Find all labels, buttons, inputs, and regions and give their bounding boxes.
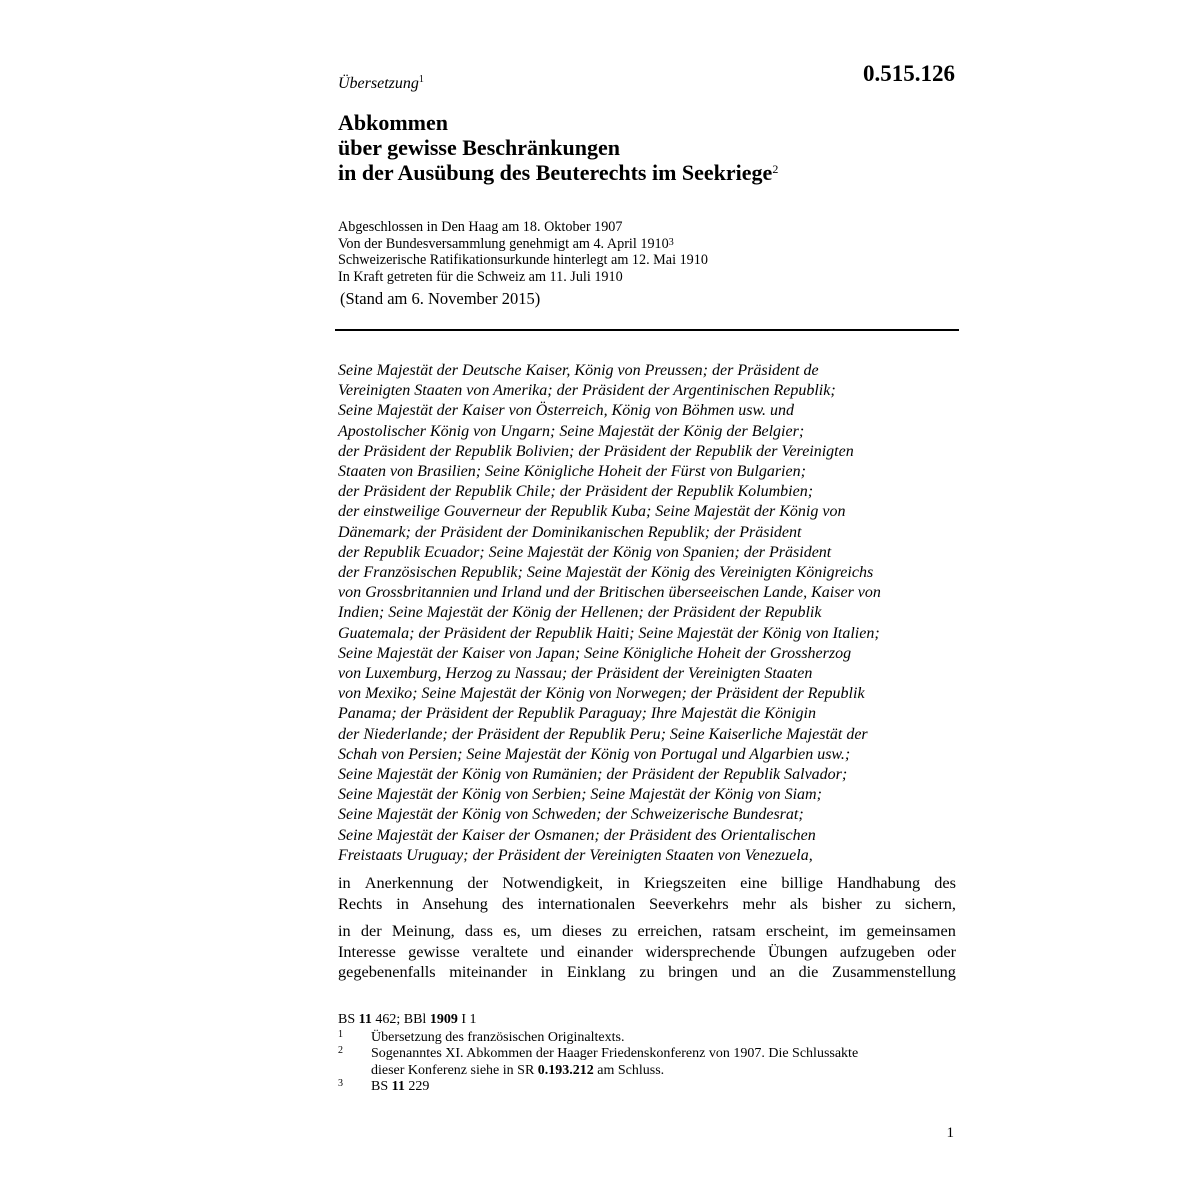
recital-1 [338, 873, 956, 914]
preamble-line: Staaten von Brasilien; Seine Königliche Hoheit der Fürst von Bulgarien; [338, 463, 806, 481]
preamble-line: Indien; Seine Majestät der König der Hellenen; der Präsident der Republik [338, 604, 822, 622]
preamble-line: der Republik Ecuador; Seine Majestät der König von Spanien; der Präsident [338, 543, 832, 561]
preamble-line: der Präsident der Republik Chile; der Präsident der Republik Kolumbien; [338, 483, 814, 501]
recital-line: gegebenenfalls miteinander in Einklang zu bringen und an die Zusammenstellung [338, 962, 956, 981]
header-divider [335, 329, 959, 331]
preamble-line: Seine Majestät der König von Serbien; Seine Majestät der König von Siam; [338, 786, 822, 804]
sr-number: 0.515.126 [863, 61, 955, 86]
page-number: 1 [946, 1125, 954, 1141]
preamble-parties [338, 361, 881, 866]
document-title [338, 110, 778, 185]
preamble-line: der einstweilige Gouverneur der Republik Kuba; Seine Majestät der König von [338, 503, 846, 521]
preamble-line: Apostolischer König von Ungarn; Seine Majestät der König der Belgier; [338, 422, 805, 440]
footnote-text: Sogenanntes XI. Abkommen der Haager Friedenskonferenz von 1907. Die Schlussakte dieser Konferenz siehe in SR 0.193.212 am Schluss. [371, 1046, 859, 1078]
recital-line: Rechts in Ansehung des internationalen Seeverkehrs mehr als bisher zu sichern, [338, 893, 956, 913]
sr-link[interactable]: 0.193.212 [537, 1062, 594, 1078]
preamble-line: Seine Majestät der König von Schweden; der Schweizerische Bundesrat; [338, 806, 804, 824]
preamble-line: Schah von Persien; Seine Majestät der König von Portugal und Algarbien usw.; [338, 745, 851, 763]
preamble-line: Panama; der Präsident der Republik Paraguay; Ihre Majestät die Königin [338, 705, 816, 723]
translation-label: Übersetzung$^1$ [338, 74, 424, 92]
preamble-line: der Niederlande; der Präsident der Republik Peru; Seine Kaiserliche Majestät der [338, 725, 868, 743]
footnote-1 [338, 1030, 858, 1046]
recital-line: in der Meinung, dass es, um dieses zu erreichen, ratsam erscheint, im gemeinsamen [338, 921, 956, 940]
preamble-line: Seine Majestät der Deutsche Kaiser, König von Preussen; der Präsident de [338, 362, 819, 379]
footnote-3 [338, 1079, 858, 1095]
title-line: Abkommen [338, 110, 449, 135]
footnote-number: 2 [338, 1045, 343, 1057]
preamble-line: Freistaats Uruguay; der Präsident der Vereinigten Staaten von Venezuela, [338, 846, 813, 864]
preamble-line: Seine Majestät der Kaiser der Osmanen; der Präsident des Orientalischen [338, 826, 816, 844]
footnotes [338, 1012, 858, 1095]
footnote-ref-3[interactable]: 3 [668, 236, 674, 248]
ratification-date: Schweizerische Ratifikationsurkunde hinterlegt am 12. Mai 1910 [338, 252, 708, 268]
footnote-text: Übersetzung des französischen Originaltexts. [371, 1030, 625, 1046]
preamble-line: Seine Majestät der Kaiser von Österreich, König von Böhmen usw. und [338, 402, 794, 420]
status-date: (Stand am 6. November 2015) [340, 289, 541, 308]
preamble-line: der Präsident der Republik Bolivien; der Präsident der Republik der Vereinigten [338, 442, 854, 460]
footnote-number: 1 [338, 1029, 343, 1041]
footnote-ref-2[interactable]: 2 [772, 162, 779, 176]
concluded-date: Abgeschlossen in Den Haag am 18. Oktober 1907 [338, 219, 623, 235]
preamble-line: Vereinigten Staaten von Amerika; der Präsident der Argentinischen Republik; [338, 382, 836, 400]
title-line: über gewisse Beschränkungen [338, 135, 620, 160]
preamble-line: von Grossbritannien und Irland und der Britischen überseeischen Lande, Kaiser von [338, 584, 881, 602]
preamble-line: der Französischen Republik; Seine Majestät der König des Vereinigten Königreichs [338, 564, 874, 582]
bs-reference: BS 11 462; BBl 1909 I 1 [338, 1012, 477, 1027]
preamble-line: Dänemark; der Präsident der Dominikanischen Republik; der Präsident [338, 523, 802, 541]
in-force-date: In Kraft getreten für die Schweiz am 11. Juli 1910 [338, 268, 623, 285]
approved-date: Von der Bundesversammlung genehmigt am 4. April 1910$^3$ [338, 235, 674, 252]
recital-line: in Anerkennung der Notwendigkeit, in Kriegszeiten eine billige Handhabung des [338, 873, 956, 892]
treaty-facts [338, 219, 708, 285]
footnote-2 [338, 1046, 858, 1078]
footnote-number: 3 [338, 1077, 343, 1089]
preamble-line: von Mexiko; Seine Majestät der König von Norwegen; der Präsident der Republik [338, 685, 865, 703]
preamble-line: Guatemala; der Präsident der Republik Haiti; Seine Majestät der König von Italien; [338, 624, 880, 642]
recital-2 [338, 921, 956, 983]
recital-line: Interesse gewisse veraltete und einander widersprechende Übungen aufzugeben oder [338, 941, 956, 961]
footnote-ref-1[interactable]: 1 [418, 74, 424, 85]
title-line: in der Ausübung des Beuterechts im Seekriege$^2$ [338, 160, 779, 185]
preamble-line: von Luxemburg, Herzog zu Nassau; der Präsident der Vereinigten Staaten [338, 665, 813, 683]
preamble-line: Seine Majestät der König von Rumänien; der Präsident der Republik Salvador; [338, 766, 848, 784]
footnote-text: BS 11 229 [371, 1078, 430, 1094]
preamble-line: Seine Majestät der Kaiser von Japan; Seine Königliche Hoheit der Grossherzog [338, 644, 852, 662]
